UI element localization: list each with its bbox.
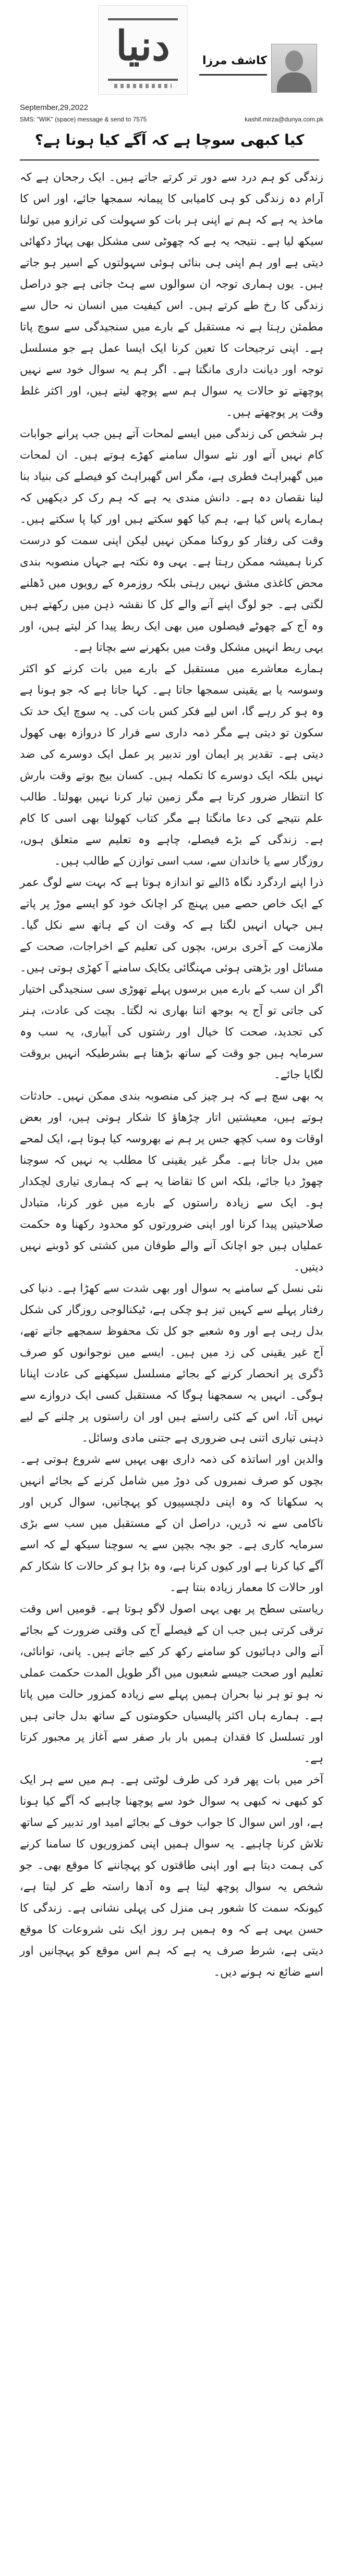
logo-text: دنیا <box>116 22 170 70</box>
article-paragraph: ہمارے معاشرے میں مستقبل کے بارے میں بات کرنے کو اکثر وسوسہ یا بے یقینی سمجھا جاتا ہے۔ کہا جاتا ہے کہ جو ہونا ہے وہ ہو کر رہے گا، اس لیے فکر کس بات کی۔ یہ سوچ ایک حد تک سکون تو دیتی ہے مگر ذمہ داری سے فرار کا دروازہ بھی کھول دیتی ہے۔ تقدیر پر ایمان اور تدبیر پر عمل ایک دوسرے کی ضد نہیں بلکہ ایک دوسرے کا تکملہ ہیں۔ کسان بیج بوتے وقت بارش کا انتظار ضرور کرتا ہے مگر زمین تیار کرنا نہیں بھولتا۔ طالب علم نتیجے کی دعا مانگتا ہے مگر کتاب کھولنا بھی اسی کا کام ہے۔ زندگی کے بڑے فیصلے، چاہے وہ تعلیم سے متعلق ہوں، روزگار سے یا خاندان سے، سب اسی توازن کے طالب ہیں۔ <box>20 662 323 868</box>
newspaper-logo <box>98 5 188 95</box>
author-photo-torso <box>277 72 311 92</box>
logo-rule-bottom <box>108 79 178 81</box>
author-photo-head <box>285 51 303 71</box>
author-name: کاشف مرزا <box>202 54 267 67</box>
article-paragraph: آخر میں بات پھر فرد کی طرف لوٹتی ہے۔ ہم میں سے ہر ایک کو کبھی نہ کبھی یہ سوال خود سے پوچھنا چاہیے کہ آگے کیا ہونا ہے، اور اس سوال کا جواب خوف کے بجائے امید اور تدبیر کے ساتھ تلاش کرنا چاہیے۔ یہ سوال ہمیں اپنی کمزوریوں کا سامنا کرنے کی ہمت دیتا ہے اور اپنی طاقتوں کو پہچاننے کا موقع بھی۔ جو شخص یہ سوال پوچھ لیتا ہے وہ آدھا راستہ طے کر لیتا ہے، کیونکہ سمت کا شعور ہی منزل کی پہلی نشانی ہے۔ زندگی کا حسن یہی ہے کہ وہ ہمیں ہر روز ایک نئی شروعات کا موقع دیتی ہے، شرط صرف یہ ہے کہ ہم اس موقع کو پہچانیں اور اسے ضائع نہ ہونے دیں۔ <box>20 1773 323 1979</box>
article-body <box>20 167 323 1983</box>
article-paragraph: ریاستی سطح پر بھی یہی اصول لاگو ہوتا ہے۔ قومیں اس وقت ترقی کرتی ہیں جب ان کے فیصلے آج کی وقتی ضرورت کے بجائے آنے والی دہائیوں کو سامنے رکھ کر کیے جاتے ہیں۔ پانی، توانائی، تعلیم اور صحت جیسے شعبوں میں اگر طویل المدت حکمت عملی نہ ہو تو ہر نیا بحران ہمیں پہلے سے زیادہ کمزور حالت میں پاتا ہے۔ ہمارے ہاں اکثر پالیسیاں حکومتوں کے ساتھ بدل جاتی ہیں اور تسلسل کا فقدان ہمیں بار بار صفر سے آغاز پر مجبور کرتا ہے۔ <box>20 1603 323 1765</box>
article-paragraph: زندگی کو ہم درد سے دور تر کرتے جاتے ہیں۔ ایک رجحان ہے کہ آرام دہ زندگی کو ہی کامیابی کا پیمانہ سمجھا جائے، اور اس کا ماخذ یہ ہے کہ ہم نے اپنی ہر بات کو سہولت کی ترازو میں تولنا سیکھ لیا ہے۔ نتیجہ یہ ہے کہ چھوٹی سی مشکل بھی پہاڑ دکھائی دیتی ہے اور ہم اپنی ہی بنائی ہوئی سہولتوں کے اسیر ہو جاتے ہیں۔ یوں ہماری توجہ ان سوالوں سے ہٹ جاتی ہے جو دراصل زندگی کا رخ طے کرتے ہیں۔ اس کیفیت میں انسان نہ حال سے مطمئن رہتا ہے نہ مستقبل کے بارے میں سنجیدگی سے سوچ پاتا ہے۔ اپنی ترجیحات کا تعین کرنا ایک ایسا عمل ہے جو مسلسل توجہ اور دیانت داری مانگتا ہے۔ اگر ہم یہ سوال خود سے نہیں پوچھتے تو حالات یہ سوال ہم سے پوچھ لیتے ہیں، اور اکثر غلط وقت پر پوچھتے ہیں۔ <box>20 171 323 419</box>
sms-instruction: SMS: "WIK" (space) message & send to 7575 <box>20 116 147 123</box>
article-title: کیا کبھی سوچا ہے کہ آگے کیا ہونا ہے؟ <box>34 131 305 149</box>
publish-date: September,29,2022 <box>20 103 88 112</box>
logo-dotted-rule <box>114 84 172 88</box>
logo-rule-top <box>108 18 178 20</box>
author-photo <box>271 44 317 93</box>
article-paragraph: والدین اور اساتذہ کی ذمہ داری بھی یہیں سے شروع ہوتی ہے۔ بچوں کو صرف نمبروں کی دوڑ میں شامل کرنے کے بجائے انہیں یہ سکھانا کہ وہ اپنی دلچسپیوں کو پہچانیں، سوال کریں اور ناکامی سے نہ ڈریں، دراصل ان کے مستقبل میں سب سے بڑی سرمایہ کاری ہے۔ جو بچہ بچپن سے یہ سوچنا سیکھ لے کہ اسے آگے کیا کرنا ہے اور کیوں کرنا ہے، وہ بڑا ہو کر حالات کا شکار کم اور حالات کا معمار زیادہ بنتا ہے۔ <box>20 1453 323 1594</box>
article-paragraph: ہر شخص کی زندگی میں ایسے لمحات آتے ہیں جب پرانے جوابات کام نہیں آتے اور نئے سوال سامنے کھڑے ہوتے ہیں۔ ان لمحات میں گھبراہٹ فطری ہے، مگر اس گھبراہٹ کو فیصلے کی بنیاد بنا لینا نقصان دہ ہے۔ دانش مندی یہ ہے کہ ہم رک کر دیکھیں کہ ہمارے پاس کیا ہے، ہم کیا کھو سکتے ہیں اور کیا پا سکتے ہیں۔ وقت کی رفتار کو روکنا ممکن نہیں لیکن اپنی سمت کو درست کرنا ہمیشہ ممکن رہتا ہے۔ یہی وہ نکتہ ہے جہاں منصوبہ بندی محض کاغذی مشق نہیں رہتی بلکہ روزمرہ کے رویوں میں ڈھلنے لگتی ہے۔ جو لوگ اپنے آنے والے کل کا نقشہ ذہن میں رکھتے ہیں وہ آج کے چھوٹے فیصلوں میں بھی ایک ربط پیدا کر لیتے ہیں، اور یہی ربط انہیں مشکل وقت میں بکھرنے سے بچاتا ہے۔ <box>20 427 323 654</box>
column-header <box>0 0 339 167</box>
contact-bar <box>20 115 323 125</box>
article-paragraph: ذرا اپنے اردگرد نگاہ ڈالیے تو اندازہ ہوتا ہے کہ بہت سے لوگ عمر کے ایک خاص حصے میں پہنچ کر اچانک خود کو ایسے موڑ پر پاتے ہیں جہاں انہیں لگتا ہے کہ وقت ان کے ہاتھ سے نکل گیا۔ ملازمت کے آخری برس، بچوں کی تعلیم کے اخراجات، صحت کے مسائل اور بڑھتی ہوئی مہنگائی یکایک سامنے آ کھڑی ہوتی ہیں۔ اگر ان سب کے بارے میں برسوں پہلے تھوڑی سی سنجیدگی اختیار کی جاتی تو آج یہ بوجھ اتنا بھاری نہ لگتا۔ بچت کی عادت، ہنر کی تجدید، صحت کا خیال اور رشتوں کی آبیاری، یہ سب وہ سرمایہ ہیں جو وقت کے ساتھ بڑھتا ہے بشرطیکہ انہیں بروقت لگایا جائے۔ <box>20 876 323 1081</box>
article-paragraph: نئی نسل کے سامنے یہ سوال اور بھی شدت سے کھڑا ہے۔ دنیا کی رفتار پہلے سے کہیں تیز ہو چکی ہے، ٹیکنالوجی روزگار کی شکل بدل رہی ہے اور وہ شعبے جو کل تک محفوظ سمجھے جاتے تھے، آج غیر یقینی کی زد میں ہیں۔ ایسے میں نوجوانوں کو صرف ڈگری پر انحصار کرنے کے بجائے مسلسل سیکھنے کی عادت اپنانا ہوگی۔ انہیں یہ سمجھنا ہوگا کہ مستقبل کسی ایک دروازے سے نہیں آتا، اس کے کئی راستے ہیں اور ان راستوں پر چلنے کے لیے ذہنی تیاری اتنی ہی ضروری ہے جتنی مادی وسائل۔ <box>20 1282 323 1445</box>
author-byline <box>196 44 317 92</box>
author-name-underline <box>199 74 267 76</box>
title-divider <box>20 159 319 161</box>
author-email: kashif.mirza@dunya.com.pk <box>245 116 323 123</box>
article-paragraph: یہ بھی سچ ہے کہ ہر چیز کی منصوبہ بندی ممکن نہیں۔ حادثات ہوتے ہیں، معیشتیں اتار چڑھاؤ کا شکار ہوتی ہیں، اور بعض اوقات وہ سب کچھ جس پر ہم نے بھروسہ کیا ہوتا ہے، ایک لمحے میں بدل جاتا ہے۔ مگر غیر یقینی کا مطلب یہ نہیں کہ سوچنا چھوڑ دیا جائے، بلکہ اس کا تقاضا یہ ہے کہ ہماری تیاری لچکدار ہو۔ ایک سے زیادہ راستوں کے بارے میں غور کرنا، متبادل صلاحیتیں پیدا کرنا اور اپنی ضرورتوں کو محدود رکھنا وہ حکمت عملیاں ہیں جو اچانک آنے والے طوفان میں کشتی کو ڈوبنے نہیں دیتیں۔ <box>20 1090 323 1274</box>
